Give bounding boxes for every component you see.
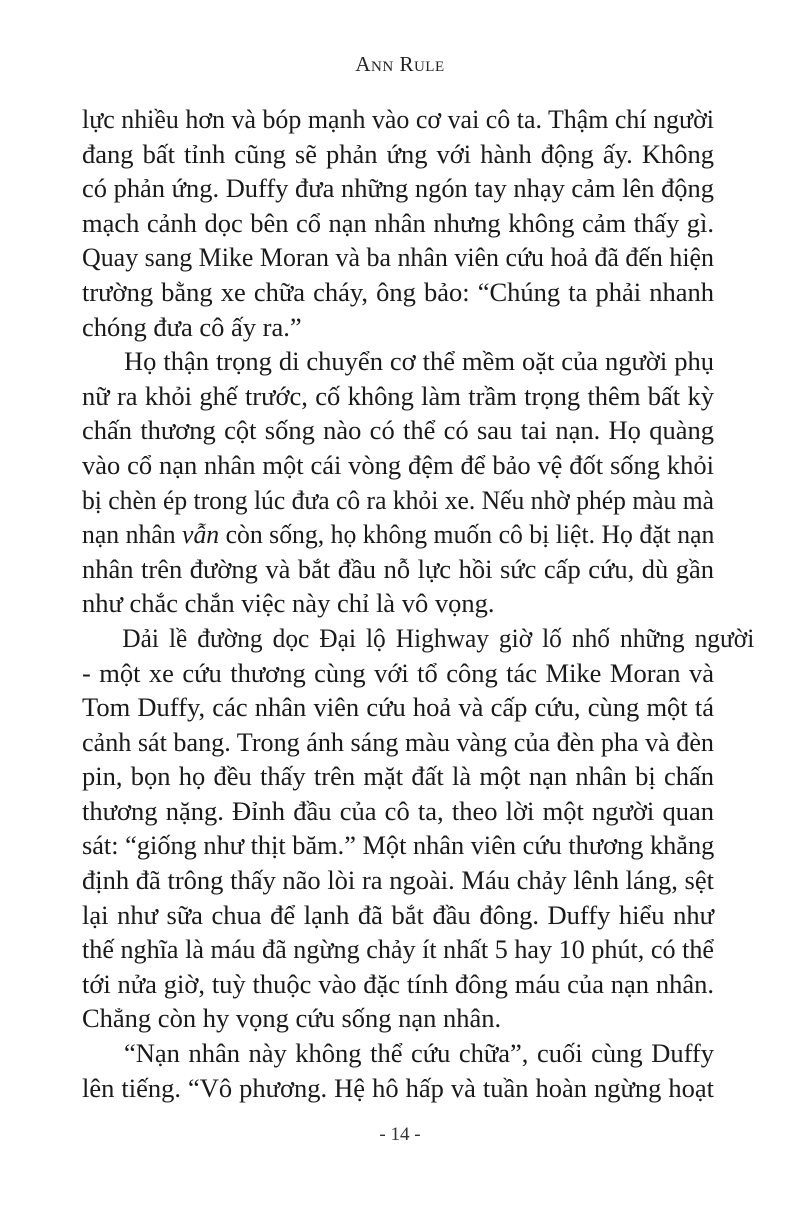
text-line: thương nặng. Đỉnh đầu của cô ta, theo lời một người quan — [82, 795, 714, 826]
text-line: cảnh sát bang. Trong ánh sáng màu vàng của đèn pha và đèn — [82, 726, 714, 757]
text-line: pin, bọn họ đều thấy trên mặt đất là một nạn nhân bị chấn — [82, 761, 714, 792]
text-line: nữ ra khỏi ghế trước, cố không làm trầm trọng thêm bất kỳ — [82, 380, 714, 411]
text-line: Chẳng còn hy vọng cứu sống nạn nhân. — [82, 1003, 502, 1034]
text-line: đang bất tỉnh cũng sẽ phản ứng với hành động ấy. Không — [82, 138, 714, 169]
body-text — [82, 102, 755, 1105]
text-line: lên tiếng. “Vô phương. Hệ hô hấp và tuần hoàn ngừng hoạt — [82, 1072, 714, 1103]
text-run: nạn nhân — [82, 519, 183, 550]
paragraph — [82, 344, 714, 621]
text-line: “Nạn nhân này không thể cứu chữa”, cuối cùng Duffy — [124, 1038, 714, 1069]
italic-emphasis: vẫn — [182, 519, 220, 550]
text-line: định đã trông thấy não lòi ra ngoài. Máu chảy lênh láng, sệt — [82, 865, 714, 896]
text-run: còn sống, họ không muốn cô bị liệt. Họ đặt nạn — [219, 519, 715, 550]
page-number: - 14 - — [379, 1124, 421, 1145]
text-line: chấn thương cột sống nào có thể có sau tai nạn. Họ quàng — [82, 415, 714, 446]
text-line: sát: “giống như thịt băm.” Một nhân viên cứu thương khẳng — [82, 830, 715, 861]
text-line: như chắc chắn việc này chỉ là vô vọng. — [82, 588, 495, 619]
text-line: chóng đưa cô ấy ra.” — [82, 311, 302, 342]
text-line: nhân trên đường và bắt đầu nỗ lực hồi sức cấp cứu, dù gần — [82, 553, 714, 584]
paragraph — [82, 1036, 714, 1105]
text-line: mạch cảnh dọc bên cổ nạn nhân nhưng không cảm thấy gì. — [82, 207, 714, 238]
text-line: tới nửa giờ, tuỳ thuộc vào đặc tính đông máu của nạn nhân. — [82, 968, 714, 999]
text-line: có phản ứng. Duffy đưa những ngón tay nhạy cảm lên động — [82, 173, 714, 204]
text-line: vào cổ nạn nhân một cái vòng đệm để bảo vệ đốt sống khỏi — [82, 449, 714, 480]
text-line: trường bằng xe chữa cháy, ông bảo: “Chúng ta phải nhanh — [82, 276, 714, 307]
text-line: Dải lề đường dọc Đại lộ Highway giờ lố nhố những người — [122, 622, 755, 653]
text-line: Quay sang Mike Moran và ba nhân viên cứu hoả đã đến hiện — [82, 242, 714, 273]
text-line: bị chèn ép trong lúc đưa cô ra khỏi xe. Nếu nhờ phép màu mà — [82, 484, 714, 515]
text-line: thế nghĩa là máu đã ngừng chảy ít nhất 5 hay 10 phút, có thể — [82, 934, 714, 965]
text-line: lực nhiều hơn và bóp mạnh vào cơ vai cô ta. Thậm chí người — [82, 104, 714, 134]
paragraph — [82, 102, 714, 344]
text-line: - một xe cứu thương cùng với tổ công tác Mike Moran và — [82, 657, 714, 688]
running-head-author: Ann Rule — [355, 52, 445, 76]
text-line-with-italic — [82, 517, 714, 552]
text-line: lại như sữa chua để lạnh đã bắt đầu đông. Duffy hiểu như — [82, 899, 714, 930]
paragraph — [82, 621, 755, 1036]
text-line: Tom Duffy, các nhân viên cứu hoả và cấp cứu, cùng một tá — [82, 692, 714, 723]
text-line: Họ thận trọng di chuyển cơ thể mềm oặt của người phụ — [124, 346, 714, 377]
